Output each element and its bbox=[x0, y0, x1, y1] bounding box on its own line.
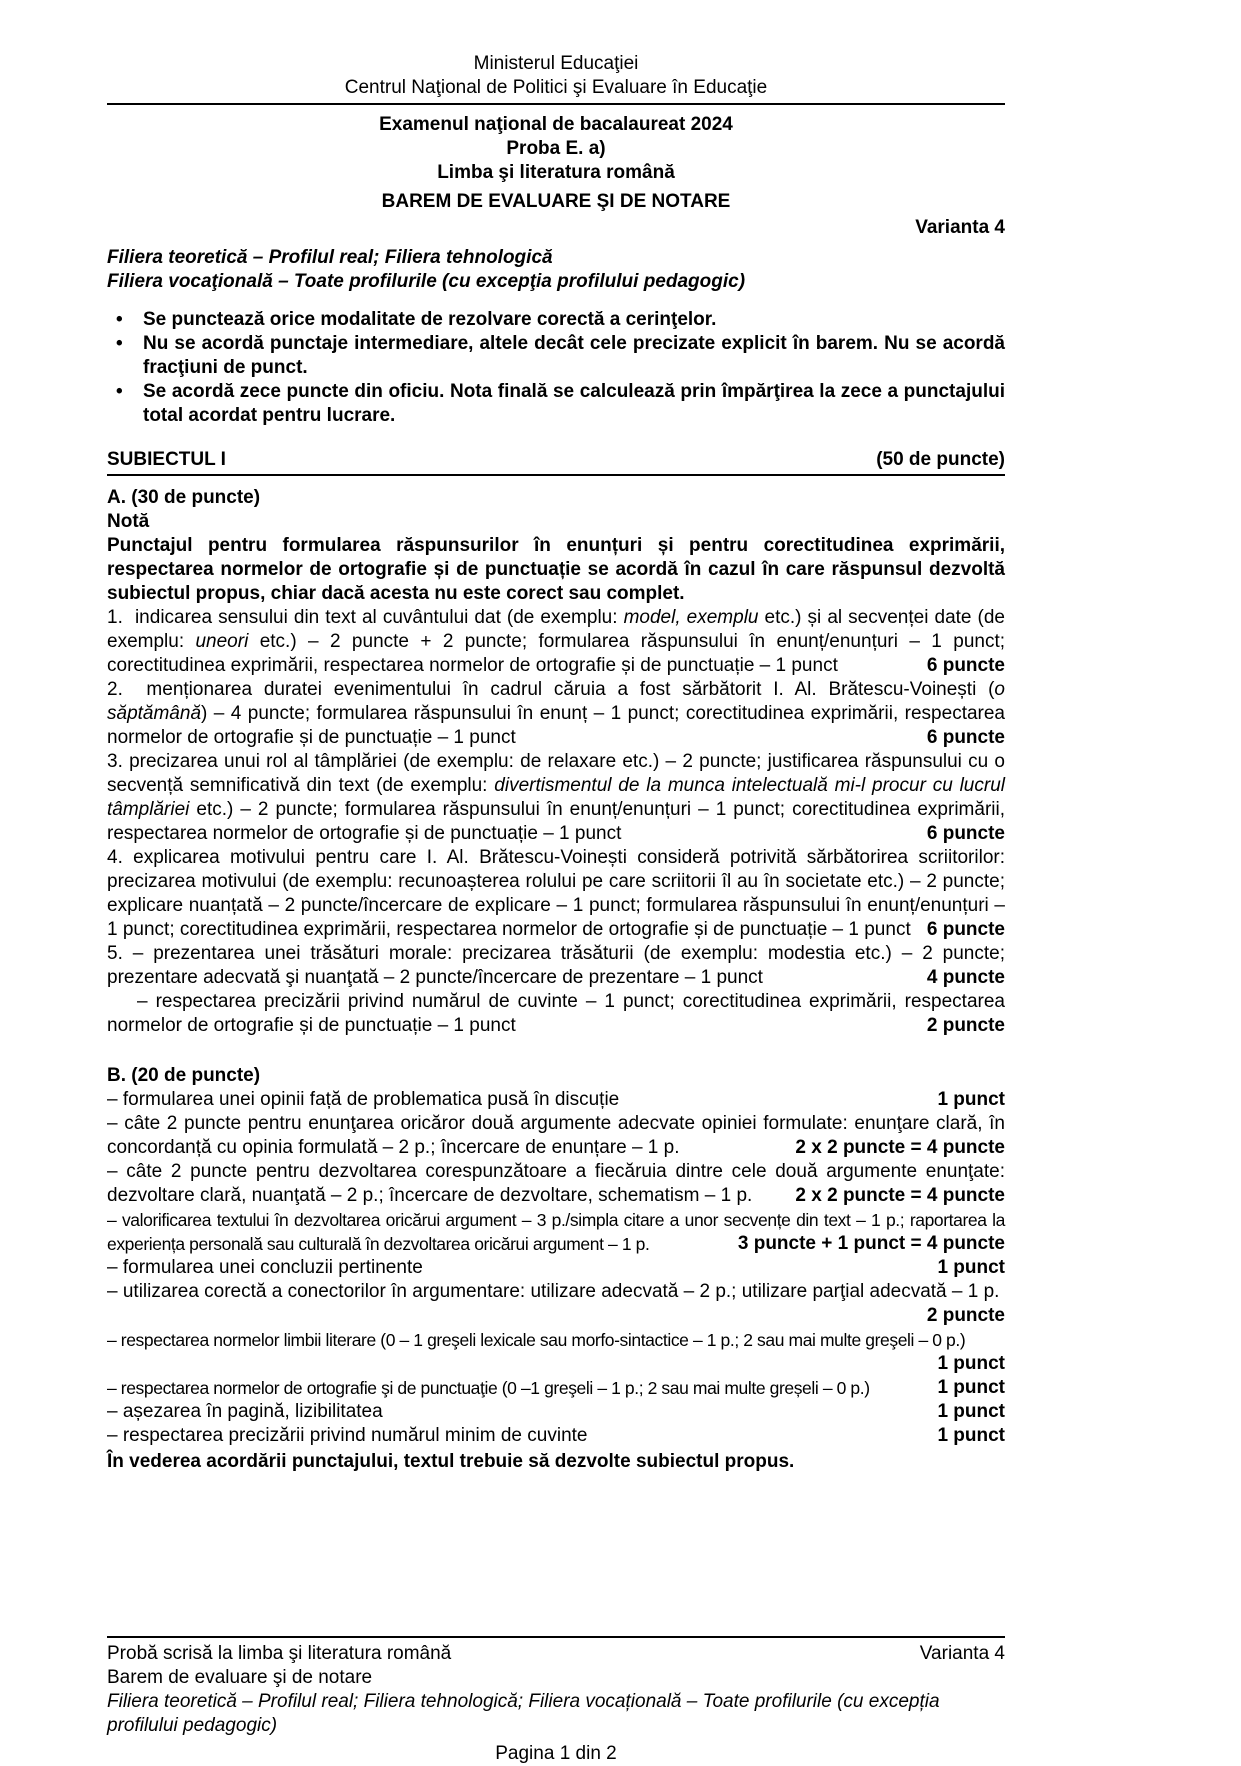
item-points: 1 punct bbox=[937, 1257, 1005, 1278]
item-text: – formularea unei opinii față de problematica pusă în discuție bbox=[107, 1089, 620, 1110]
section-b-item-6 bbox=[107, 1280, 1005, 1328]
filiera-line-1: Filiera teoretică – Profilul real; Filiera tehnologică bbox=[107, 247, 553, 268]
item-points: 1 punct bbox=[937, 1377, 1005, 1398]
item-text: – așezarea în pagină, lizibilitatea bbox=[107, 1401, 383, 1422]
item-points: 3 puncte + 1 punct = 4 puncte bbox=[737, 1233, 1005, 1254]
section-b-item-8 bbox=[107, 1376, 1005, 1400]
item-points: 1 punct bbox=[937, 1089, 1005, 1110]
item-points: 4 puncte bbox=[926, 967, 1005, 988]
section-a-item-4 bbox=[107, 846, 1005, 942]
subiectul1-title: SUBIECTUL I bbox=[107, 449, 226, 470]
section-b-item-2 bbox=[107, 1112, 1005, 1160]
title-block bbox=[107, 113, 1005, 214]
item-text: 1. indicarea sensului din text al cuvântului dat (de exemplu: model, exemplu etc.) și al secvenței date (de exemplu: uneori etc.) – 2 puncte + 2 puncte; formularea răspunsului în enunț/enunțuri – 1 punct; corectitudinea exprimării, respectarea normelor de ortografie și de punctuație – 1 punct bbox=[107, 607, 1006, 676]
ministry-name: Ministerul Educaţiei bbox=[473, 53, 639, 74]
barem-title: BAREM DE EVALUARE ŞI DE NOTARE bbox=[381, 191, 731, 212]
filiera-line-2: Filiera vocaţională – Toate profilurile (cu excepţia profilului pedagogic) bbox=[107, 271, 746, 292]
item-text: 3. precizarea unui rol al tâmplăriei (de exemplu: de relaxare etc.) – 2 puncte; justificarea răspunsului cu o secvență semnificativă din text (de exemplu: divertismentul de la munca intelectuală mi-l procur cu lucrul tâmplăriei etc.) – 2 puncte; formularea răspunsului în enunț/enunțuri – 1 punct; corectitudinea exprimării, respectarea normelor de ortografie și de punctuație – 1 punct bbox=[107, 751, 1005, 844]
subiectul1-points: (50 de puncte) bbox=[876, 449, 1005, 470]
general-rules-list bbox=[107, 308, 1005, 428]
section-b bbox=[107, 1064, 1005, 1474]
rule-text: Se acordă zece puncte din oficiu. Nota finală se calculează prin împărţirea la zece a punctajului total acordat pentru lucrare. bbox=[143, 381, 1005, 426]
item-points: 6 puncte bbox=[926, 823, 1005, 844]
footer-barem-label: Barem de evaluare şi de notare bbox=[107, 1667, 373, 1688]
section-b-item-10 bbox=[107, 1424, 1005, 1448]
item-points: 6 puncte bbox=[926, 919, 1005, 940]
national-center-name: Centrul Naţional de Politici şi Evaluare în Educaţie bbox=[344, 77, 768, 98]
document-page bbox=[107, 52, 1005, 1474]
bullet-icon: • bbox=[116, 309, 123, 330]
rule-item bbox=[107, 308, 1005, 332]
section-a-item-1 bbox=[107, 606, 1005, 678]
variant-label: Varianta 4 bbox=[915, 217, 1005, 238]
item-text: 5. – prezentarea unei trăsături morale: precizarea trăsăturii (de exemplu: modestia etc.) – 2 puncte; prezentare adecvată şi nuanţată – 2 puncte/încercare de prezentare – 1 punct bbox=[107, 943, 1005, 988]
item-points: 1 punct bbox=[937, 1425, 1005, 1446]
rule-text: Nu se acordă punctaje intermediare, altele decât cele precizate explicit în barem. Nu se acordă fracţiuni de punct. bbox=[143, 333, 1005, 378]
footer-page-number: Pagina 1 din 2 bbox=[495, 1743, 617, 1764]
item-points: 1 punct bbox=[937, 1401, 1005, 1422]
section-a-item-2 bbox=[107, 678, 1005, 750]
item-points: 2 x 2 puncte = 4 puncte bbox=[795, 1137, 1005, 1158]
bullet-icon: • bbox=[116, 381, 123, 402]
item-text: – utilizarea corectă a conectorilor în argumentare: utilizare adecvată – 2 p.; utilizare parţial adecvată – 1 p. bbox=[107, 1281, 1000, 1302]
section-a-item-5 bbox=[107, 942, 1005, 990]
item-text: – câte 2 puncte pentru enunţarea oricăror două argumente adecvate opiniei formulate: enunţare clară, în concordanță cu opinia formulată – 2 p.; încercare de enunțare – 1 p. bbox=[107, 1113, 1005, 1158]
exam-title: Examenul naţional de bacalaureat 2024 bbox=[379, 114, 733, 135]
item-text: – respectarea normelor de ortografie şi de punctuaţie (0 –1 greşeli – 1 p.; 2 sau mai multe greșeli – 0 p.) bbox=[107, 1378, 870, 1398]
section-b-closing-note: În vederea acordării punctajului, textul trebuie să dezvolte subiectul propus. bbox=[107, 1451, 795, 1472]
footer-variant: Varianta 4 bbox=[919, 1643, 1005, 1664]
section-b-item-7 bbox=[107, 1328, 1005, 1376]
item-points: 2 x 2 puncte = 4 puncte bbox=[795, 1185, 1005, 1206]
section-a-item-3 bbox=[107, 750, 1005, 846]
item-points: 1 punct bbox=[937, 1353, 1005, 1374]
item-text: 2. menționarea duratei evenimentului în cadrul căruia a fost sărbătorit I. Al. Brătescu-Voinești (o săptămână) – 4 puncte; formularea răspunsului în enunț – 1 punct; corectitudinea exprimării, respectarea normelor de ortografie și de punctuație – 1 punct bbox=[107, 679, 1005, 748]
item-points: 2 puncte bbox=[926, 1305, 1005, 1326]
section-b-item-5 bbox=[107, 1256, 1005, 1280]
section-b-item-4 bbox=[107, 1208, 1005, 1256]
item-points: 6 puncte bbox=[926, 727, 1005, 748]
filiera-block bbox=[107, 246, 1005, 294]
note-text: Punctajul pentru formularea răspunsurilor în enunțuri și pentru corectitudinea exprimării, respectarea normelor de ortografie și de punctuație se acordă în cazul în care răspunsul dezvoltă subiectul propus, chiar dacă acesta nu este corect sau complet. bbox=[107, 535, 1005, 604]
section-b-title: B. (20 de puncte) bbox=[107, 1065, 261, 1086]
item-text: – respectarea precizării privind numărul minim de cuvinte bbox=[107, 1425, 588, 1446]
note-label: Notă bbox=[107, 511, 150, 532]
rule-text: Se punctează orice modalitate de rezolvare corectă a cerinţelor. bbox=[143, 309, 717, 330]
item-points: 2 puncte bbox=[926, 1015, 1005, 1036]
rule-item bbox=[107, 332, 1005, 380]
item-points: 6 puncte bbox=[926, 655, 1005, 676]
section-b-item-3 bbox=[107, 1160, 1005, 1208]
footer-filiera: Filiera teoretică – Profilul real; Filiera tehnologică; Filiera vocațională – Toate profilurile (cu excepția profilului pedagogic) bbox=[107, 1691, 940, 1736]
footer-row bbox=[107, 1642, 1005, 1666]
subiectul1-heading bbox=[107, 448, 1005, 476]
item-text: – câte 2 puncte pentru dezvoltarea corespunzătoare a fiecăruia dintre cele două argumente enunţate: dezvoltare clară, nuanţată – 2 p.; încercare de dezvoltare, schematism – 1 p. bbox=[107, 1161, 1005, 1206]
section-a-title: A. (30 de puncte) bbox=[107, 487, 261, 508]
item-text: – valorificarea textului în dezvoltarea oricărui argument – 3 p./simpla citare a unor secvențe din text – 1 p.; raportarea la experiența personală sau culturală în dezvoltarea oricărui argument – 1 p. bbox=[107, 1210, 1005, 1254]
document-header bbox=[107, 52, 1005, 105]
item-text: – formularea unei concluzii pertinente bbox=[107, 1257, 423, 1278]
item-text: – respectarea precizării privind numărul de cuvinte – 1 punct; corectitudinea exprimării, respectarea normelor de ortografie și de punctuație – 1 punct bbox=[107, 991, 1005, 1036]
exam-subject: Limba şi literatura română bbox=[437, 162, 675, 183]
item-text: – respectarea normelor limbii literare (0 – 1 greşeli lexicale sau morfo-sintactice – 1 p.; 2 sau mai multe greşeli – 0 p.) bbox=[107, 1330, 966, 1350]
page-footer bbox=[107, 1636, 1005, 1766]
footer-exam-name: Probă scrisă la limba şi literatura română bbox=[107, 1643, 452, 1664]
rule-item bbox=[107, 380, 1005, 428]
bullet-icon: • bbox=[116, 333, 123, 354]
exam-proba: Proba E. a) bbox=[506, 138, 606, 159]
section-b-item-1 bbox=[107, 1088, 1005, 1112]
section-b-item-9 bbox=[107, 1400, 1005, 1424]
section-a-item-5-sub bbox=[107, 990, 1005, 1038]
item-text: 4. explicarea motivului pentru care I. Al. Brătescu-Voinești consideră potrivită sărbătorirea scriitorilor: precizarea motivului (de exemplu: recunoașterea rolului pe care scriitorii îl au în societate etc.) – 2 puncte; explicare nuanțată – 2 puncte/încercare de explicare – 1 punct; formularea răspunsului în enunț/enunțuri – 1 punct; corectitudinea exprimării, respectarea normelor de ortografie și de punctuație – 1 punct bbox=[107, 847, 1005, 940]
